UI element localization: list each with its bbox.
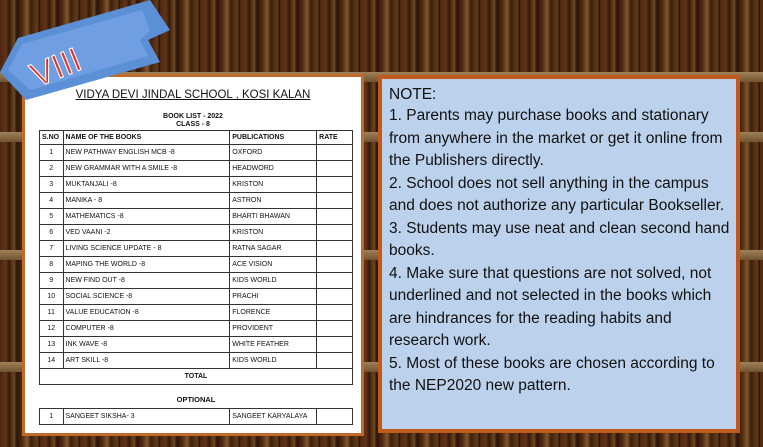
book-sno-cell: 1 [40, 409, 64, 425]
table-row [40, 337, 353, 353]
book-list-class: CLASS - 8 [176, 121, 210, 128]
header-sno: S.NO [40, 131, 64, 145]
note-item: 2. School does not sell anything in the campus and does not authorize any particular Bookseller. [389, 174, 725, 214]
book-sno-cell: 1 [40, 145, 64, 161]
book-name-cell: SOCIAL SCIENCE -8 [63, 289, 230, 305]
book-name-cell: MAPING THE WORLD -8 [63, 257, 230, 273]
school-name: VIDYA DEVI JINDAL SCHOOL , KOSI KALAN [75, 89, 311, 101]
table-row [40, 225, 353, 241]
book-publication-cell: KIDS WORLD [230, 273, 317, 289]
table-row [40, 273, 353, 289]
book-rate-cell [317, 273, 353, 289]
table-header-row [40, 131, 353, 145]
book-publication-cell: BHARTI BHAWAN [230, 209, 317, 225]
table-row [40, 241, 353, 257]
book-name-cell: NEW PATHWAY ENGLISH MCB -8 [63, 145, 230, 161]
book-sno-cell: 4 [40, 193, 64, 209]
total-label: TOTAL [40, 369, 353, 385]
book-rate-cell [317, 241, 353, 257]
book-publication-cell: WHITE FEATHER [230, 337, 317, 353]
header-rate: RATE [317, 131, 353, 145]
note-item: 3. Students may use neat and clean second hand books. [389, 219, 730, 259]
book-publication-cell: OXFORD [230, 145, 317, 161]
book-name-cell: VALUE EDUCATION -8 [63, 305, 230, 321]
book-publication-cell: PRACHI [230, 289, 317, 305]
book-name-cell: MUKTANJALI -8 [63, 177, 230, 193]
table-row [40, 193, 353, 209]
book-sno-cell: 10 [40, 289, 64, 305]
table-row [40, 257, 353, 273]
book-rate-cell [317, 305, 353, 321]
class-badge-label: VIII [25, 40, 87, 96]
total-row [40, 369, 353, 385]
book-rate-cell [317, 209, 353, 225]
book-rate-cell [317, 321, 353, 337]
book-publication-cell: HEADWORD [230, 161, 317, 177]
book-name-cell: MANIKA - 8 [63, 193, 230, 209]
book-sno-cell: 2 [40, 161, 64, 177]
book-sno-cell: 9 [40, 273, 64, 289]
table-row [40, 177, 353, 193]
book-rate-cell [317, 225, 353, 241]
note-item: 1. Parents may purchase books and stationary from anywhere in the market or get it online from the Publishers directly. [389, 107, 723, 169]
book-rate-cell [317, 177, 353, 193]
book-sno-cell: 13 [40, 337, 64, 353]
book-list-document [22, 74, 364, 436]
note-item: 4. Make sure that questions are not solved, not underlined and not selected in the books which are hindrances for the reading habits and research work. [389, 264, 712, 349]
book-rate-cell [317, 193, 353, 209]
book-sno-cell: 14 [40, 353, 64, 369]
book-name-cell: NEW FIND OUT -8 [63, 273, 230, 289]
book-name-cell: NEW GRAMMAR WITH A SMILE -8 [63, 161, 230, 177]
book-rate-cell [317, 161, 353, 177]
book-name-cell: COMPUTER -8 [63, 321, 230, 337]
table-row [40, 289, 353, 305]
book-sno-cell: 3 [40, 177, 64, 193]
book-publication-cell: ACE VISION [230, 257, 317, 273]
book-sno-cell: 12 [40, 321, 64, 337]
book-publication-cell: FLORENCE [230, 305, 317, 321]
book-rate-cell [317, 145, 353, 161]
book-name-cell: LIVING SCIENCE UPDATE - 8 [63, 241, 230, 257]
class-badge-ribbon [0, 0, 170, 120]
note-panel [378, 75, 740, 433]
book-name-cell: INK WAVE -8 [63, 337, 230, 353]
table-row [40, 145, 353, 161]
table-row [40, 321, 353, 337]
optional-heading: OPTIONAL [176, 395, 216, 404]
header-name: NAME OF THE BOOKS [63, 131, 230, 145]
book-sno-cell: 6 [40, 225, 64, 241]
table-row [40, 409, 353, 425]
book-list-year: BOOK LIST - 2022 [163, 113, 223, 120]
book-table [39, 130, 353, 385]
book-sno-cell: 11 [40, 305, 64, 321]
table-row [40, 161, 353, 177]
book-rate-cell [317, 353, 353, 369]
note-title: NOTE: [389, 86, 437, 103]
book-publication-cell: PROVIDENT [230, 321, 317, 337]
note-item: 5. Most of these books are chosen according to the NEP2020 new pattern. [389, 354, 715, 394]
table-row [40, 305, 353, 321]
book-publication-cell: KIDS WORLD [230, 353, 317, 369]
table-row [40, 353, 353, 369]
book-rate-cell [317, 409, 353, 425]
book-name-cell: SANGEET SIKSHA- 3 [63, 409, 230, 425]
book-publication-cell: RATNA SAGAR [230, 241, 317, 257]
book-publication-cell: SANGEET KARYALAYA [230, 409, 317, 425]
book-sno-cell: 7 [40, 241, 64, 257]
book-rate-cell [317, 289, 353, 305]
book-sno-cell: 5 [40, 209, 64, 225]
table-row [40, 209, 353, 225]
optional-book-table [39, 408, 353, 425]
book-rate-cell [317, 337, 353, 353]
header-publications: PUBLICATIONS [230, 131, 317, 145]
book-name-cell: MATHEMATICS -8 [63, 209, 230, 225]
book-name-cell: VED VAANI -2 [63, 225, 230, 241]
book-rate-cell [317, 257, 353, 273]
book-publication-cell: KRISTON [230, 225, 317, 241]
book-publication-cell: KRISTON [230, 177, 317, 193]
book-sno-cell: 8 [40, 257, 64, 273]
book-publication-cell: ASTRON [230, 193, 317, 209]
book-name-cell: ART SKILL -8 [63, 353, 230, 369]
